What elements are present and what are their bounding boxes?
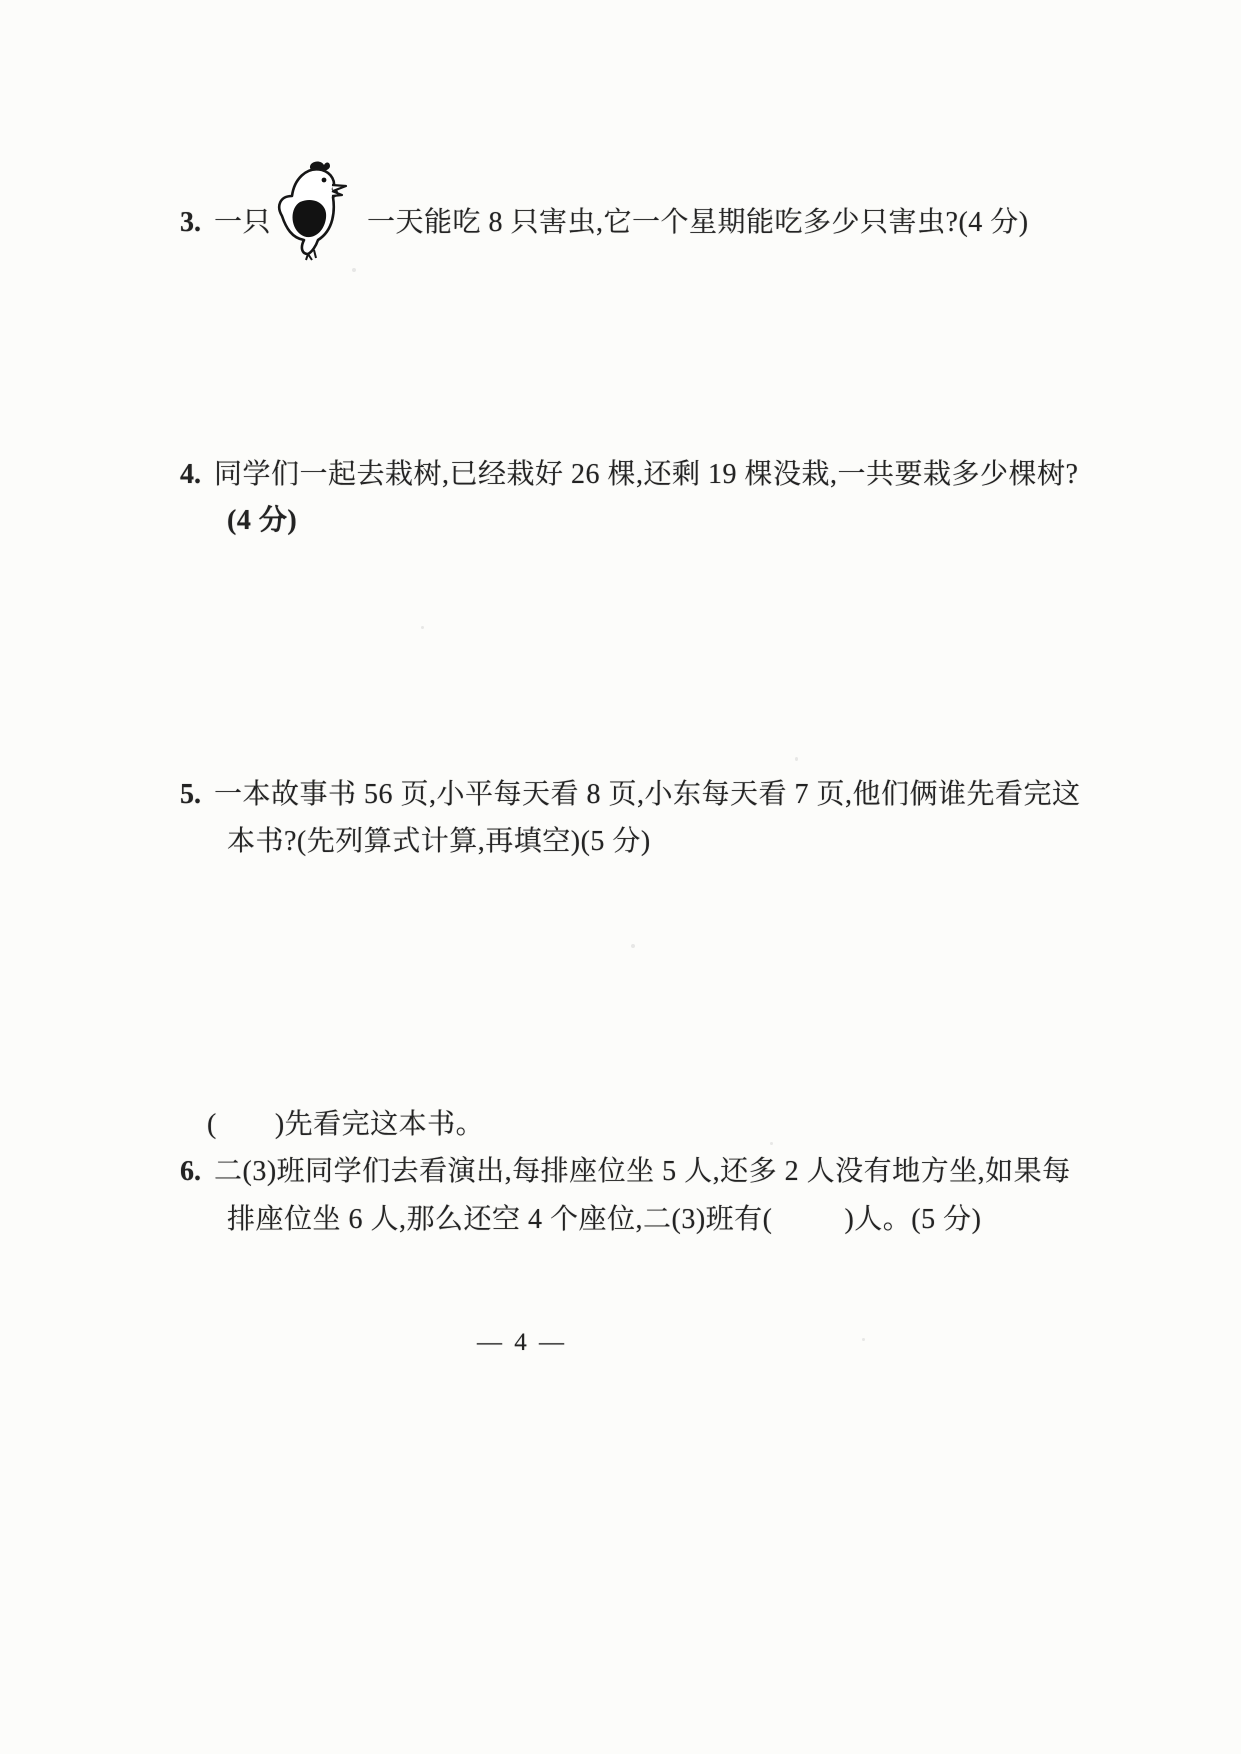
question-6-text-line2-post: )人。(5 分) <box>844 1204 982 1235</box>
chick-icon <box>272 158 354 262</box>
scan-speck <box>421 626 424 629</box>
scan-speck <box>352 268 356 272</box>
question-6-text-line2-pre: 排座位坐 6 人,那么还空 4 个座位,二(3)班有( <box>227 1204 773 1235</box>
question-5-number: 5. <box>180 779 201 810</box>
question-5-line2 <box>227 819 651 865</box>
question-6-text-line1: 二(3)班同学们去看演出,每排座位坐 5 人,还多 2 人没有地方坐,如果每 <box>214 1156 1071 1187</box>
answer-paren-open: ( <box>207 1109 217 1140</box>
answer-paren-close-text: )先看完这本书。 <box>274 1109 485 1140</box>
chick-illustration <box>272 158 354 262</box>
question-6-line1 <box>180 1149 1071 1195</box>
question-4-text: 同学们一起去栽树,已经栽好 26 棵,还剩 19 棵没栽,一共要栽多少棵树? <box>214 459 1079 490</box>
question-3-pre-text: 一只 <box>214 207 272 238</box>
scan-speck <box>770 1142 773 1145</box>
scan-speck <box>631 944 635 948</box>
question-5-text-line2: 本书?(先列算式计算,再填空)(5 分) <box>227 826 651 857</box>
question-4-line2 <box>227 498 297 544</box>
answer-blank <box>217 1132 275 1133</box>
question-4-line1 <box>180 452 1078 498</box>
question-6-number: 6. <box>180 1156 201 1187</box>
question-4-number: 4. <box>180 459 201 490</box>
question-6-line2 <box>227 1197 981 1243</box>
question-5-text-line1: 一本故事书 56 页,小平每天看 8 页,小东每天看 7 页,他们俩谁先看完这 <box>214 779 1081 810</box>
scan-speck <box>795 757 798 761</box>
question-3-number: 3. <box>180 207 201 238</box>
scan-speck <box>862 1338 865 1341</box>
question-6-answer-blank <box>772 1227 844 1228</box>
question-5-answer-line <box>207 1102 484 1148</box>
question-4-score: (4 分) <box>227 505 298 536</box>
page-number: — 4 — <box>477 1329 567 1356</box>
question-3-text: 一天能吃 8 只害虫,它一个星期能吃多少只害虫?(4 分) <box>367 207 1029 238</box>
question-5-line1 <box>180 772 1081 818</box>
